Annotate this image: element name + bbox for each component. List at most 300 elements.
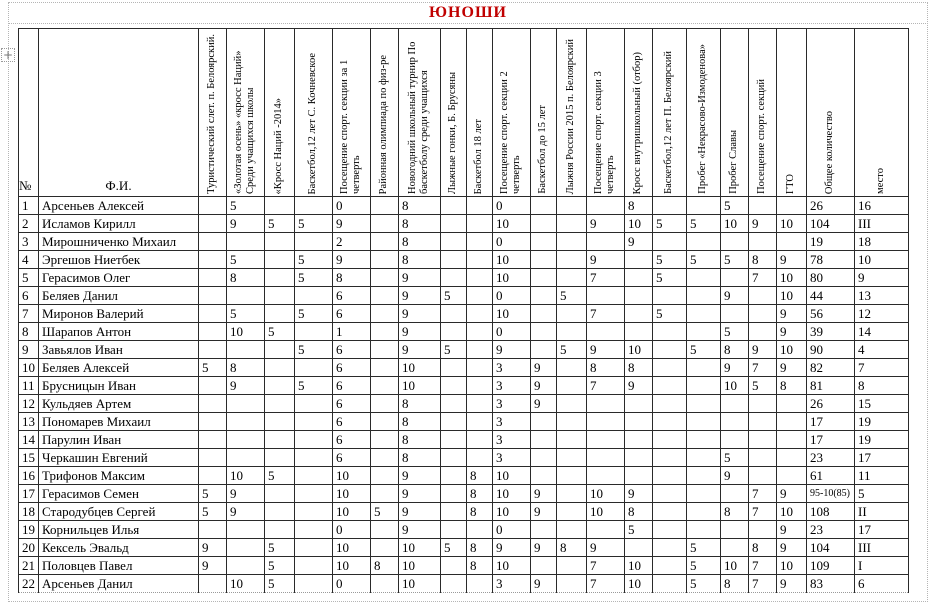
score-cell[interactable]	[653, 431, 687, 449]
score-cell[interactable]	[687, 503, 721, 521]
score-cell[interactable]: 9	[777, 251, 807, 269]
score-cell[interactable]	[227, 341, 265, 359]
place-cell[interactable]: 17	[855, 521, 909, 539]
column-header-event-18[interactable]	[749, 29, 777, 197]
score-cell[interactable]: 0	[493, 323, 531, 341]
column-header-total[interactable]	[807, 29, 855, 197]
score-cell[interactable]	[653, 359, 687, 377]
score-cell[interactable]	[721, 539, 749, 557]
name-cell[interactable]: Стародубцев Сергей	[39, 503, 199, 521]
score-cell[interactable]	[587, 467, 625, 485]
score-cell[interactable]	[467, 305, 493, 323]
score-cell[interactable]: 5	[653, 269, 687, 287]
score-cell[interactable]: 5	[557, 287, 587, 305]
score-cell[interactable]	[227, 521, 265, 539]
score-cell[interactable]	[265, 449, 295, 467]
score-cell[interactable]: 9	[587, 539, 625, 557]
score-cell[interactable]: 8	[467, 485, 493, 503]
score-cell[interactable]: 10	[587, 503, 625, 521]
score-cell[interactable]: 9	[749, 215, 777, 233]
score-cell[interactable]: 3	[493, 413, 531, 431]
score-cell[interactable]	[687, 521, 721, 539]
score-cell[interactable]: 5	[653, 305, 687, 323]
score-cell[interactable]	[467, 287, 493, 305]
place-cell[interactable]: 6	[855, 575, 909, 593]
score-cell[interactable]	[441, 269, 467, 287]
score-cell[interactable]	[653, 503, 687, 521]
score-cell[interactable]	[653, 377, 687, 395]
score-cell[interactable]: 5	[265, 575, 295, 593]
place-cell[interactable]: III	[855, 215, 909, 233]
score-cell[interactable]: 9	[587, 341, 625, 359]
column-header-event-7[interactable]	[399, 29, 441, 197]
score-cell[interactable]	[687, 467, 721, 485]
score-cell[interactable]	[295, 449, 333, 467]
score-cell[interactable]	[467, 269, 493, 287]
score-cell[interactable]	[371, 467, 399, 485]
score-cell[interactable]: 5	[441, 341, 467, 359]
score-cell[interactable]: 8	[721, 503, 749, 521]
score-cell[interactable]	[441, 431, 467, 449]
score-cell[interactable]: 5	[687, 215, 721, 233]
place-cell[interactable]: 10	[855, 251, 909, 269]
score-cell[interactable]	[295, 323, 333, 341]
score-cell[interactable]	[467, 215, 493, 233]
score-cell[interactable]	[531, 341, 557, 359]
score-cell[interactable]	[653, 539, 687, 557]
name-cell[interactable]: Пономарев Михаил	[39, 413, 199, 431]
score-cell[interactable]	[721, 269, 749, 287]
row-number-cell[interactable]: 5	[19, 269, 39, 287]
total-cell[interactable]: 61	[807, 467, 855, 485]
score-cell[interactable]	[721, 431, 749, 449]
score-cell[interactable]: 5	[265, 323, 295, 341]
score-cell[interactable]: 10	[399, 359, 441, 377]
score-cell[interactable]: 5	[199, 359, 227, 377]
score-cell[interactable]	[199, 215, 227, 233]
score-cell[interactable]	[557, 215, 587, 233]
score-cell[interactable]: 5	[687, 251, 721, 269]
column-header-event-17[interactable]	[721, 29, 749, 197]
score-cell[interactable]: 8	[467, 539, 493, 557]
score-cell[interactable]: 5	[441, 287, 467, 305]
score-cell[interactable]	[467, 197, 493, 215]
row-number-cell[interactable]: 1	[19, 197, 39, 215]
name-cell[interactable]: Корнильцев Илья	[39, 521, 199, 539]
score-cell[interactable]	[227, 557, 265, 575]
score-cell[interactable]	[721, 521, 749, 539]
score-cell[interactable]	[295, 359, 333, 377]
score-cell[interactable]: 9	[227, 215, 265, 233]
score-cell[interactable]	[371, 395, 399, 413]
score-cell[interactable]	[467, 575, 493, 593]
score-cell[interactable]	[295, 539, 333, 557]
row-number-cell[interactable]: 7	[19, 305, 39, 323]
score-cell[interactable]	[467, 521, 493, 539]
score-cell[interactable]	[557, 521, 587, 539]
score-cell[interactable]: 7	[749, 503, 777, 521]
score-cell[interactable]: 8	[399, 431, 441, 449]
score-cell[interactable]	[295, 287, 333, 305]
score-cell[interactable]	[777, 431, 807, 449]
score-cell[interactable]	[749, 413, 777, 431]
score-cell[interactable]	[265, 377, 295, 395]
score-cell[interactable]: 9	[777, 485, 807, 503]
column-header-event-13[interactable]	[587, 29, 625, 197]
total-cell[interactable]: 23	[807, 449, 855, 467]
score-cell[interactable]	[557, 377, 587, 395]
column-header-event-5[interactable]	[333, 29, 371, 197]
name-cell[interactable]: Беляев Данил	[39, 287, 199, 305]
score-cell[interactable]: 8	[587, 359, 625, 377]
score-cell[interactable]	[587, 413, 625, 431]
column-header-event-9[interactable]	[467, 29, 493, 197]
score-cell[interactable]: 9	[721, 359, 749, 377]
score-cell[interactable]: 10	[493, 467, 531, 485]
score-cell[interactable]: 7	[749, 359, 777, 377]
score-cell[interactable]: 8	[399, 233, 441, 251]
place-cell[interactable]: 15	[855, 395, 909, 413]
score-cell[interactable]: 9	[777, 575, 807, 593]
score-cell[interactable]	[625, 269, 653, 287]
score-cell[interactable]	[687, 323, 721, 341]
score-cell[interactable]	[653, 341, 687, 359]
name-cell[interactable]: Кексель Эвальд	[39, 539, 199, 557]
score-cell[interactable]: 8	[625, 359, 653, 377]
score-cell[interactable]: 10	[777, 287, 807, 305]
name-cell[interactable]: Черкашин Евгений	[39, 449, 199, 467]
score-cell[interactable]	[557, 323, 587, 341]
place-cell[interactable]: 13	[855, 287, 909, 305]
score-cell[interactable]	[653, 449, 687, 467]
score-cell[interactable]: 3	[493, 575, 531, 593]
score-cell[interactable]	[295, 521, 333, 539]
total-cell[interactable]: 104	[807, 539, 855, 557]
score-cell[interactable]	[371, 287, 399, 305]
score-cell[interactable]: 9	[333, 251, 371, 269]
score-cell[interactable]: 10	[333, 557, 371, 575]
score-cell[interactable]: 3	[493, 395, 531, 413]
score-cell[interactable]	[687, 377, 721, 395]
score-cell[interactable]	[441, 485, 467, 503]
score-cell[interactable]	[587, 287, 625, 305]
score-cell[interactable]	[295, 413, 333, 431]
score-cell[interactable]	[721, 395, 749, 413]
score-cell[interactable]: 3	[493, 377, 531, 395]
score-cell[interactable]	[199, 467, 227, 485]
row-number-cell[interactable]: 12	[19, 395, 39, 413]
score-cell[interactable]: 5	[653, 251, 687, 269]
score-cell[interactable]	[371, 305, 399, 323]
score-cell[interactable]	[625, 251, 653, 269]
score-cell[interactable]	[441, 575, 467, 593]
score-cell[interactable]	[199, 305, 227, 323]
score-cell[interactable]	[371, 197, 399, 215]
column-header-event-15[interactable]	[653, 29, 687, 197]
score-cell[interactable]: 8	[749, 251, 777, 269]
name-cell[interactable]: Исламов Кирилл	[39, 215, 199, 233]
score-cell[interactable]	[653, 485, 687, 503]
column-header-event-19[interactable]	[777, 29, 807, 197]
score-cell[interactable]	[371, 323, 399, 341]
score-cell[interactable]: 5	[265, 557, 295, 575]
score-cell[interactable]	[227, 431, 265, 449]
score-cell[interactable]: 9	[493, 539, 531, 557]
score-cell[interactable]	[467, 233, 493, 251]
score-cell[interactable]	[441, 413, 467, 431]
score-cell[interactable]: 8	[333, 269, 371, 287]
score-cell[interactable]: 8	[399, 395, 441, 413]
score-cell[interactable]	[557, 233, 587, 251]
score-cell[interactable]: 10	[493, 305, 531, 323]
score-cell[interactable]: 5	[199, 503, 227, 521]
total-cell[interactable]: 44	[807, 287, 855, 305]
score-cell[interactable]: 6	[333, 431, 371, 449]
score-cell[interactable]: 5	[265, 467, 295, 485]
name-cell[interactable]: Беляев Алексей	[39, 359, 199, 377]
place-cell[interactable]: I	[855, 557, 909, 575]
score-cell[interactable]	[531, 287, 557, 305]
place-cell[interactable]: 9	[855, 269, 909, 287]
score-cell[interactable]	[531, 449, 557, 467]
score-cell[interactable]: 10	[625, 341, 653, 359]
table-move-handle-icon[interactable]: +	[2, 48, 14, 62]
score-cell[interactable]	[199, 287, 227, 305]
score-cell[interactable]	[441, 503, 467, 521]
score-cell[interactable]: 8	[625, 503, 653, 521]
score-cell[interactable]	[371, 521, 399, 539]
score-cell[interactable]: 7	[587, 269, 625, 287]
score-cell[interactable]	[777, 467, 807, 485]
score-cell[interactable]: 9	[777, 323, 807, 341]
score-cell[interactable]	[467, 431, 493, 449]
score-cell[interactable]	[467, 377, 493, 395]
score-cell[interactable]	[467, 359, 493, 377]
name-cell[interactable]: Эргешов Ниетбек	[39, 251, 199, 269]
row-number-cell[interactable]: 2	[19, 215, 39, 233]
score-cell[interactable]: 8	[399, 413, 441, 431]
score-cell[interactable]: 3	[493, 359, 531, 377]
place-cell[interactable]: III	[855, 539, 909, 557]
score-cell[interactable]	[265, 305, 295, 323]
score-cell[interactable]	[265, 521, 295, 539]
total-cell[interactable]: 109	[807, 557, 855, 575]
place-cell[interactable]: 5	[855, 485, 909, 503]
score-cell[interactable]: 5	[295, 341, 333, 359]
row-number-cell[interactable]: 6	[19, 287, 39, 305]
score-cell[interactable]	[587, 395, 625, 413]
name-cell[interactable]: Парулин Иван	[39, 431, 199, 449]
score-cell[interactable]	[467, 251, 493, 269]
score-cell[interactable]	[557, 395, 587, 413]
place-cell[interactable]: 17	[855, 449, 909, 467]
score-cell[interactable]	[721, 485, 749, 503]
score-cell[interactable]	[687, 431, 721, 449]
total-cell[interactable]: 82	[807, 359, 855, 377]
score-cell[interactable]	[467, 413, 493, 431]
score-cell[interactable]: 10	[777, 269, 807, 287]
score-cell[interactable]: 10	[399, 539, 441, 557]
score-cell[interactable]	[587, 323, 625, 341]
column-header-name[interactable]: Ф.И.	[39, 29, 199, 197]
total-cell[interactable]: 104	[807, 215, 855, 233]
total-cell[interactable]: 17	[807, 413, 855, 431]
score-cell[interactable]: 5	[557, 341, 587, 359]
score-cell[interactable]	[199, 251, 227, 269]
score-cell[interactable]	[467, 449, 493, 467]
score-cell[interactable]	[557, 269, 587, 287]
score-cell[interactable]	[265, 485, 295, 503]
score-cell[interactable]	[749, 305, 777, 323]
name-cell[interactable]: Арсеньев Алексей	[39, 197, 199, 215]
score-cell[interactable]	[653, 287, 687, 305]
score-cell[interactable]	[467, 395, 493, 413]
score-cell[interactable]	[721, 413, 749, 431]
score-cell[interactable]	[531, 305, 557, 323]
score-cell[interactable]	[687, 449, 721, 467]
score-cell[interactable]: 9	[399, 521, 441, 539]
score-cell[interactable]: 5	[721, 449, 749, 467]
score-cell[interactable]	[467, 323, 493, 341]
score-cell[interactable]	[687, 197, 721, 215]
score-cell[interactable]	[531, 215, 557, 233]
score-cell[interactable]: 8	[371, 557, 399, 575]
score-cell[interactable]	[199, 323, 227, 341]
score-cell[interactable]: 5	[295, 269, 333, 287]
score-cell[interactable]: 8	[227, 359, 265, 377]
score-cell[interactable]: 9	[777, 305, 807, 323]
score-cell[interactable]	[265, 359, 295, 377]
score-cell[interactable]	[441, 557, 467, 575]
score-cell[interactable]: 9	[227, 503, 265, 521]
score-cell[interactable]	[557, 485, 587, 503]
score-cell[interactable]: 0	[333, 521, 371, 539]
score-cell[interactable]: 5	[749, 377, 777, 395]
score-cell[interactable]: 5	[265, 539, 295, 557]
score-cell[interactable]	[441, 197, 467, 215]
place-cell[interactable]: 18	[855, 233, 909, 251]
score-cell[interactable]	[531, 467, 557, 485]
score-cell[interactable]	[199, 521, 227, 539]
score-cell[interactable]	[625, 323, 653, 341]
total-cell[interactable]: 81	[807, 377, 855, 395]
total-cell[interactable]: 56	[807, 305, 855, 323]
score-cell[interactable]: 8	[399, 251, 441, 269]
score-cell[interactable]: 9	[625, 233, 653, 251]
score-cell[interactable]	[265, 269, 295, 287]
row-number-cell[interactable]: 4	[19, 251, 39, 269]
place-cell[interactable]: 7	[855, 359, 909, 377]
score-cell[interactable]: 5	[687, 341, 721, 359]
score-cell[interactable]: 9	[399, 305, 441, 323]
score-cell[interactable]	[295, 467, 333, 485]
score-cell[interactable]	[557, 431, 587, 449]
score-cell[interactable]: 10	[625, 557, 653, 575]
name-cell[interactable]: Брусницын Иван	[39, 377, 199, 395]
score-cell[interactable]	[721, 233, 749, 251]
score-cell[interactable]: 9	[531, 575, 557, 593]
score-cell[interactable]	[587, 431, 625, 449]
score-cell[interactable]	[441, 251, 467, 269]
name-cell[interactable]: Завьялов Иван	[39, 341, 199, 359]
place-cell[interactable]: 12	[855, 305, 909, 323]
score-cell[interactable]	[625, 431, 653, 449]
score-cell[interactable]: 7	[587, 377, 625, 395]
row-number-cell[interactable]: 3	[19, 233, 39, 251]
score-cell[interactable]: 10	[493, 215, 531, 233]
score-cell[interactable]	[265, 233, 295, 251]
page-title[interactable]: ЮНОШИ	[429, 4, 507, 21]
score-cell[interactable]: 5	[227, 251, 265, 269]
score-cell[interactable]	[199, 431, 227, 449]
score-cell[interactable]: 5	[199, 485, 227, 503]
score-cell[interactable]: 5	[687, 539, 721, 557]
score-cell[interactable]: 5	[295, 305, 333, 323]
score-cell[interactable]: 6	[333, 305, 371, 323]
total-cell[interactable]: 26	[807, 395, 855, 413]
score-cell[interactable]	[441, 323, 467, 341]
score-cell[interactable]: 10	[777, 503, 807, 521]
score-cell[interactable]: 9	[777, 521, 807, 539]
score-cell[interactable]	[531, 557, 557, 575]
score-cell[interactable]	[557, 557, 587, 575]
score-cell[interactable]: 9	[531, 395, 557, 413]
score-cell[interactable]: 10	[625, 575, 653, 593]
row-number-cell[interactable]: 18	[19, 503, 39, 521]
column-header-event-3[interactable]	[265, 29, 295, 197]
score-cell[interactable]: 9	[587, 251, 625, 269]
score-cell[interactable]: 9	[777, 539, 807, 557]
score-cell[interactable]: 9	[399, 323, 441, 341]
row-number-cell[interactable]: 13	[19, 413, 39, 431]
score-cell[interactable]	[467, 341, 493, 359]
score-cell[interactable]	[371, 377, 399, 395]
score-cell[interactable]	[777, 449, 807, 467]
score-cell[interactable]	[777, 395, 807, 413]
score-cell[interactable]: 5	[265, 215, 295, 233]
score-cell[interactable]: 9	[721, 467, 749, 485]
row-number-cell[interactable]: 21	[19, 557, 39, 575]
total-cell[interactable]: 90	[807, 341, 855, 359]
score-cell[interactable]	[557, 359, 587, 377]
score-cell[interactable]: 5	[295, 377, 333, 395]
score-cell[interactable]: 2	[333, 233, 371, 251]
score-cell[interactable]: 7	[749, 269, 777, 287]
name-cell[interactable]: Миронов Валерий	[39, 305, 199, 323]
column-header-event-11[interactable]	[531, 29, 557, 197]
score-cell[interactable]	[441, 305, 467, 323]
score-cell[interactable]: 0	[493, 521, 531, 539]
score-cell[interactable]	[227, 287, 265, 305]
score-cell[interactable]: 7	[749, 557, 777, 575]
column-header-place[interactable]	[855, 29, 909, 197]
score-cell[interactable]: 5	[295, 251, 333, 269]
score-cell[interactable]: 9	[399, 341, 441, 359]
row-number-cell[interactable]: 19	[19, 521, 39, 539]
score-cell[interactable]	[265, 413, 295, 431]
total-cell[interactable]: 78	[807, 251, 855, 269]
score-cell[interactable]: 5	[721, 197, 749, 215]
score-cell[interactable]: 9	[227, 485, 265, 503]
score-cell[interactable]	[295, 557, 333, 575]
score-cell[interactable]: 10	[493, 485, 531, 503]
total-cell[interactable]: 80	[807, 269, 855, 287]
score-cell[interactable]: 0	[493, 197, 531, 215]
place-cell[interactable]: 14	[855, 323, 909, 341]
score-cell[interactable]: 10	[721, 215, 749, 233]
score-cell[interactable]: 8	[721, 575, 749, 593]
score-cell[interactable]: 10	[333, 539, 371, 557]
